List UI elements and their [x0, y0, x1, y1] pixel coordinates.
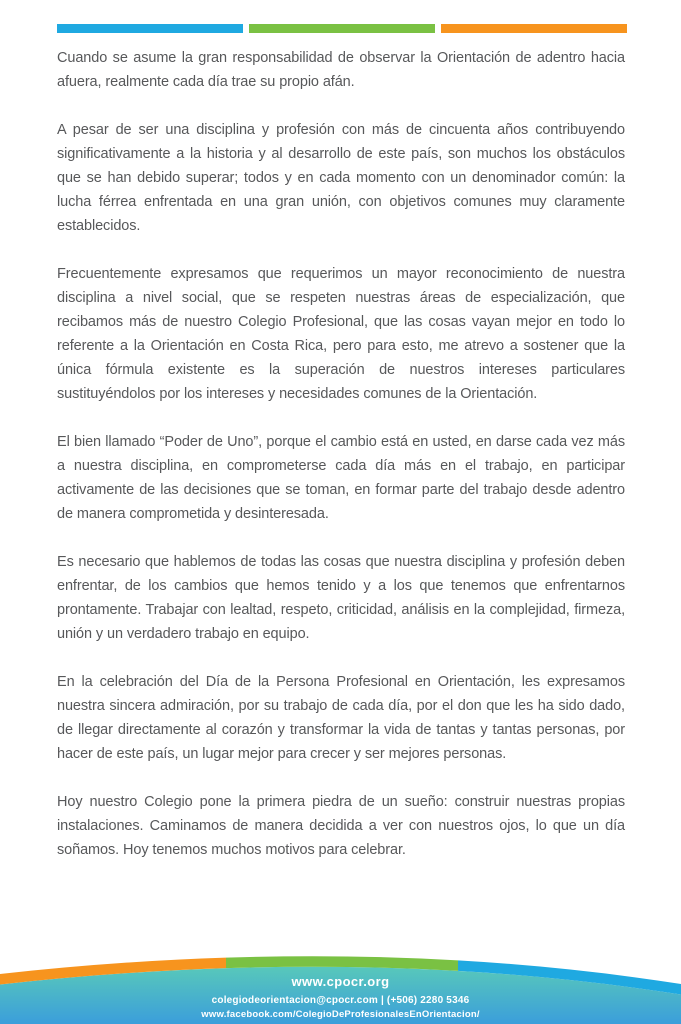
footer-contact-block [0, 974, 681, 1020]
paragraph-2: A pesar de ser una disciplina y profesión con más de cincuenta años contribuyendo significativamente a la historia y al desarrollo de este país, son muchos los obstáculos que se han debido superar; todos y en cada momento con un denominador común: la lucha férrea enfrentada en una gran unión, con objetivos comunes muy claramente establecidos. [57, 122, 625, 234]
paragraph-7: Hoy nuestro Colegio pone la primera piedra de un sueño: construir nuestras propias instalaciones. Caminamos de manera decidida a ver con nuestros ojos, lo que un día soñamos. Hoy tenemos muchos motivos para celebrar. [57, 794, 625, 858]
top-bar-segment-blue [57, 24, 243, 33]
top-bar-segment-orange [441, 24, 627, 33]
top-bar-segment-green [249, 24, 435, 33]
footer-contact-line: colegiodeorientacion@cpocr.com | (+506) 2280 5346 [211, 995, 470, 1006]
paragraph-5: Es necesario que hablemos de todas las cosas que nuestra disciplina y profesión deben enfrentar, de los cambios que hemos tenido y a los que tenemos que enfrentarnos prontamente. Trabajar con lealtad, respeto, criticidad, análisis en la complejidad, firmeza, unión y un verdadero trabajo en equipo. [57, 554, 625, 642]
paragraph-4: El bien llamado “Poder de Uno”, porque el cambio está en usted, en darse cada vez más a nuestra disciplina, en comprometerse cada día más en el trabajo, en participar activamente de las decisiones que se toman, en formar parte del trabajo desde adentro de manera comprometida y desinteresada. [57, 434, 625, 522]
article-body [57, 46, 625, 886]
footer [0, 914, 681, 1024]
top-accent-bar [57, 24, 627, 33]
paragraph-1: Cuando se asume la gran responsabilidad de observar la Orientación de adentro hacia afuera, realmente cada día trae su propio afán. [57, 50, 625, 90]
footer-facebook-url: www.facebook.com/ColegioDeProfesionalesEnOrientacion/ [201, 1009, 480, 1020]
paragraph-3: Frecuentemente expresamos que requerimos un mayor reconocimiento de nuestra disciplina a nivel social, que se respeten nuestras áreas de especialización, que recibamos más de nuestro Colegio Profesional, que las cosas vayan mejor en todo lo referente a la Orientación en Costa Rica, pero para esto, me atrevo a sostener que la única fórmula existente es la superación de nuestros intereses particulares sustituyéndolos por los intereses y necesidades comunes de la Orientación. [57, 266, 625, 402]
footer-website: www.cpocr.org [291, 974, 390, 989]
paragraph-6: En la celebración del Día de la Persona Profesional en Orientación, les expresamos nuestra sincera admiración, por su trabajo de cada día, por el don que les ha sido dado, de llegar directamente al corazón y transformar la vida de tantas y tantas personas, por hacer de este país, un lugar mejor para crecer y ser mejores personas. [57, 674, 625, 762]
